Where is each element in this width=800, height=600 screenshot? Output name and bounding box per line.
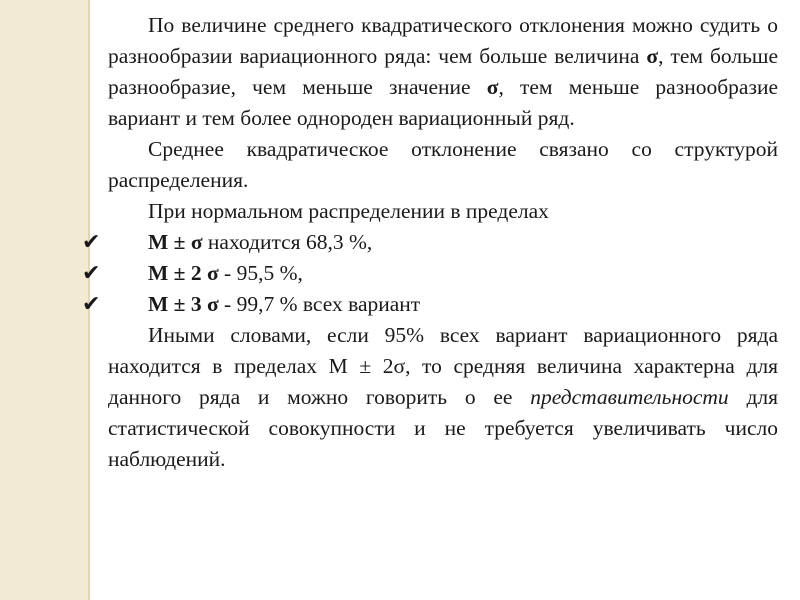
paragraph-normal-distribution: При нормальном распределении в пределах xyxy=(148,199,549,223)
paragraph-std-deviation: По величине среднего квадратического отклонения можно судить о разнообразии вариационного ряда: чем больше величина σ, тем больше разнообразие, чем меньше значение σ, тем меньше разнообразие вариант и тем более однороден вариационный ряд. xyxy=(108,13,778,130)
sigma-symbol: σ xyxy=(486,75,499,99)
check-mark-icon: ✔ xyxy=(82,261,101,286)
check-mark-icon: ✔ xyxy=(82,230,101,255)
bullet-item: ✔ М ± 3 σ - 99,7 % всех вариант xyxy=(108,289,778,320)
slide-text xyxy=(82,10,778,475)
paragraph-conclusion: Иными словами, если 95% всех вариант вариационного ряда находится в пределах М ± 2σ, то средняя величина характерна для данного ряда и можно говорить о ее представительности для статистической совокупности и не требуется увеличивать число наблюдений. xyxy=(108,323,778,471)
bullet-item: ✔ М ± σ находится 68,3 %, xyxy=(108,227,778,258)
paragraph-structure: Среднее квадратическое отклонение связано со структурой распределения. xyxy=(108,137,778,192)
sigma-symbol: σ xyxy=(646,44,659,68)
bullet-item: ✔ М ± 2 σ - 95,5 %, xyxy=(108,258,778,289)
check-mark-icon: ✔ xyxy=(82,292,101,317)
italic-term: представительности xyxy=(530,385,729,409)
left-decorative-bar xyxy=(0,0,90,600)
